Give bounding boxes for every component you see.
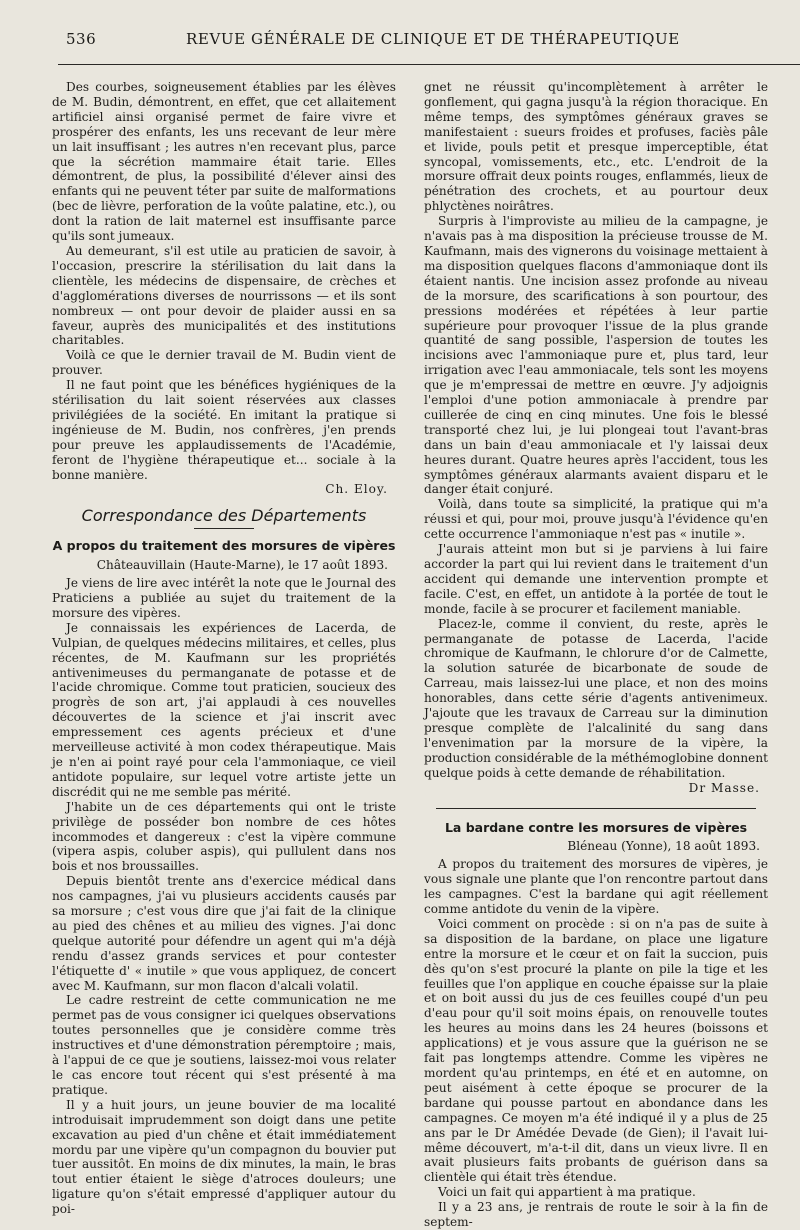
divider xyxy=(194,528,254,529)
paragraph: Voilà, dans toute sa simplicité, la pratique qui m'a réussi et qui, pour moi, prouve jusqu'à l'évidence qu'en cette occurrence l'ammoniaque n'est pas « inutile ». xyxy=(424,497,768,542)
paragraph: Des courbes, soigneusement établies par les élèves de M. Budin, démontrent, en effet, que cet allaitement artificiel ainsi organisé permet de faire vivre et prospérer des enfants, les uns recevant de leur mère un lait insuffisant ; les autres n'en recevant plus, parce que la sécrétion mammaire était tarie. Elles démontrent, de plus, la possibilité d'élever ainsi des enfants qui ne peuvent téter par suite de malformations (bec de lièvre, perforation de la voûte palatine, etc.), ou dont la ration de lait maternel est insuffisante parce qu'ils sont jumeaux. xyxy=(52,80,397,244)
article-title: A propos du traitement des morsures de vipères xyxy=(52,538,396,554)
paragraph: Il ne faut point que les bénéfices hygiéniques de la stérilisation du lait soient réservées aux classes privilégiées de la société. En imitant la pratique si ingénieuse de M. Budin, nos confrères, j'en prends pour preuve les applaudissements de l'Académie, feront de l'hygiène thérapeutique et... sociale à la bonne manière. xyxy=(52,378,396,482)
paragraph: J'habite un de ces départements qui ont le triste privilège de posséder bon nombre de ces hôtes incommodes et dangereux : c'est la vipère commune (vipera aspis, coluber aspis), qui pullulent dans nos bois et nos broussailles. xyxy=(52,799,396,874)
paragraph: Voilà ce que le dernier travail de M. Budin vient de prouver. xyxy=(52,348,396,378)
dateline: Bléneau (Yonne), 18 août 1893. xyxy=(567,839,760,854)
header-rule xyxy=(58,64,800,65)
paragraph: Surpris à l'improviste au milieu de la campagne, je n'avais pas à ma disposition la précieuse trousse de M. Kaufmann, mais des vignerons du voisinage mettaient à ma disposition quelques flacons d'ammoniaque dont ils étaient nantis. Une incision assez profonde au niveau de la morsure, des scarifications à son pourtour, des pressions modérées et répétées à leur partie supérieure pour provoquer l'issue de la plus grande quantité de sang possible, l'aspersion de toutes les incisions avec l'ammoniaque pure et, plus tard, leur irrigation avec l'eau ammoniacale, tels sont les moyens que je m'empressai de mettre en œuvre. J'y adjoignis l'emploi d'une potion ammoniacale à prendre par cuillerée de cinq en cinq minutes. Une fois le blessé transporté chez lui, je lui plongeai tout l'avant-bras dans un bain d'eau ammoniacale et l'y laissai deux heures durant. Quatre heures après l'accident, tous les symptômes généraux alarmants avaient disparu et le danger était conjuré. xyxy=(424,214,768,497)
paragraph: Placez-le, comme il convient, du reste, après le permanganate de potasse de Lacerda, l'acide chromique de Kaufmann, le chlorure d'or de Calmette, la solution saturée de bicarbonate de soude de Carreau, mais laissez-lui une place, et non des moins honorables, dans cette série d'agents antivenimeux. J'ajoute que les travaux de Carreau sur la diminution presque complète de l'alcalinité du sang dans l'envenimation par la morsure de la vipère, la production considérable de la méthémoglobine donnent quelque poids à cette demande de réhabilitation. xyxy=(424,616,768,780)
paragraph: Au demeurant, s'il est utile au praticien de savoir, à l'occasion, prescrire la stérilisation du lait dans la clientèle, les médecins de dispensaire, de crèches et d'agglomérations diverses de nourrissons — et ils sont nombreux — ont pour devoir de plaider aussi en sa faveur, auprès des municipalités et des institutions charitables. xyxy=(52,243,396,348)
paragraph: Il y a 23 ans, je rentrais de route le soir à la fin de septem- xyxy=(424,1200,768,1230)
article-title: La bardane contre les morsures de vipères xyxy=(444,819,748,835)
signature: Dr Masse. xyxy=(688,780,760,795)
paragraph: J'aurais atteint mon but si je parviens à lui faire accorder la part qui lui revient dans le traitement d'un accident qui demande une intervention prompte et facile. C'est, en effet, un antidote à la portée de tout le monde, facile à se procurer et facilement maniable. xyxy=(424,542,768,616)
section-title: Correspondance des Départements xyxy=(81,506,367,526)
paragraph: Voici comment on procède : si on n'a pas de suite à sa disposition de la bardane, on place une ligature entre la morsure et le cœur et on fait la succion, puis dès qu'on s'est procuré la plante on pile la tige et les feuilles que l'on applique en couche épaisse sur la plaie et on boit aussi du jus de ces feuilles coupé d'un peu d'eau pour qu'il soit moins épais, on renouvelle toutes les heures au moins dans les 24 heures (boissons et applications) et je vous assure que la guérison ne se fait pas longtemps attendre. Comme les vipères ne mordent qu'au printemps, en été et en automne, on peut aisément à cette époque se procurer de la bardane qui pousse partout en abondance dans les campagnes. Ce moyen m'a été indiqué il y a plus de 25 ans par le Dr Amédée Devade (de Gien); il l'avait lui-même découvert, m'a-t-il dit, dans un vieux livre. Il en avait plusieurs faits probants de guérison dans sa clientèle qui était très étendue. xyxy=(424,916,768,1185)
paragraph: gnet ne réussit qu'incomplètement à arrêter le gonflement, qui gagna jusqu'à la région thoracique. En même temps, des symptômes généraux graves se manifestaient : sueurs froides et profuses, faciès pâle et livide, pouls petit et presque imperceptible, état syncopal, vomissements, etc., etc. L'endroit de la morsure offrait deux points rouges, enflammés, lieux de pénétration des crochets, et au pourtour deux phlyctènes noirâtres. xyxy=(424,80,768,214)
paragraph: Il y a huit jours, un jeune bouvier de ma localité introduisait imprudemment son doigt dans une petite excavation au pied d'un chêne et était immédiatement mordu par une vipère qu'un compagnon du bouvier put tuer aussitôt. En moins de dix minutes, la main, le bras tout entier étaient le siège d'atroces douleurs; une ligature qu'on s'était empressé d'appliquer autour du poi- xyxy=(52,1097,396,1217)
paragraph: Depuis bientôt trente ans d'exercice médical dans nos campagnes, j'ai vu plusieurs accidents causés par sa morsure ; c'est vous dire que j'ai fait de la clinique au pied des chênes et au milieu des vignes. J'ai donc quelque autorité pour défendre un agent qui m'a déjà rendu d'assez grands services et pour contester l'étiquette d' « inutile » que vous appliquez, de concert avec M. Kaufmann, sur mon flacon d'alcali volatil. xyxy=(52,874,396,993)
divider xyxy=(436,808,756,809)
dateline: Châteauvillain (Haute-Marne), le 17 août 1893. xyxy=(96,558,388,573)
paragraph: A propos du traitement des morsures de vipères, je vous signale une plante que l'on rencontre partout dans les campagnes. C'est la bardane qui agit réellement comme antidote du venin de la vipère. xyxy=(424,857,768,917)
paragraph: Le cadre restreint de cette communication ne me permet pas de vous consigner ici quelques observations toutes personnelles que je considère comme très instructives et d'une démonstration péremptoire ; mais, à l'appui de ce que je soutiens, laissez-moi vous relater le cas encore tout récent qui s'est présenté à ma pratique. xyxy=(52,993,396,1097)
paragraph: Je viens de lire avec intérêt la note que le Journal des Praticiens a publiée au sujet du traitement de la morsure des vipères. xyxy=(52,576,396,620)
paragraph: Voici un fait qui appartient à ma pratique. xyxy=(438,1185,696,1200)
paragraph: Je connaissais les expériences de Lacerda, de Vulpian, de quelques médecins militaires, et celles, plus récentes, de M. Kaufmann sur les propriétés antivenimeuses du permanganate de potasse et de l'acide chromique. Comme tout praticien, soucieux des progrès de son art, j'ai applaudi à ces nouvelles découvertes de la science et j'ai inscrit avec empressement ces agents précieux et d'une merveilleuse activité à mon codex thérapeutique. Mais je n'en ai point rayé pour cela l'ammoniaque, ce vieil antidote populaire, sur lequel votre artiste jette un discrédit qui ne me semble pas mérité. xyxy=(52,620,396,799)
running-title: REVUE GÉNÉRALE DE CLINIQUE ET DE THÉRAPEUTIQUE xyxy=(186,30,680,48)
right-column xyxy=(424,80,768,1230)
left-column xyxy=(52,80,397,1217)
signature: Ch. Eloy. xyxy=(325,482,388,497)
page-number: 536 xyxy=(66,30,97,48)
